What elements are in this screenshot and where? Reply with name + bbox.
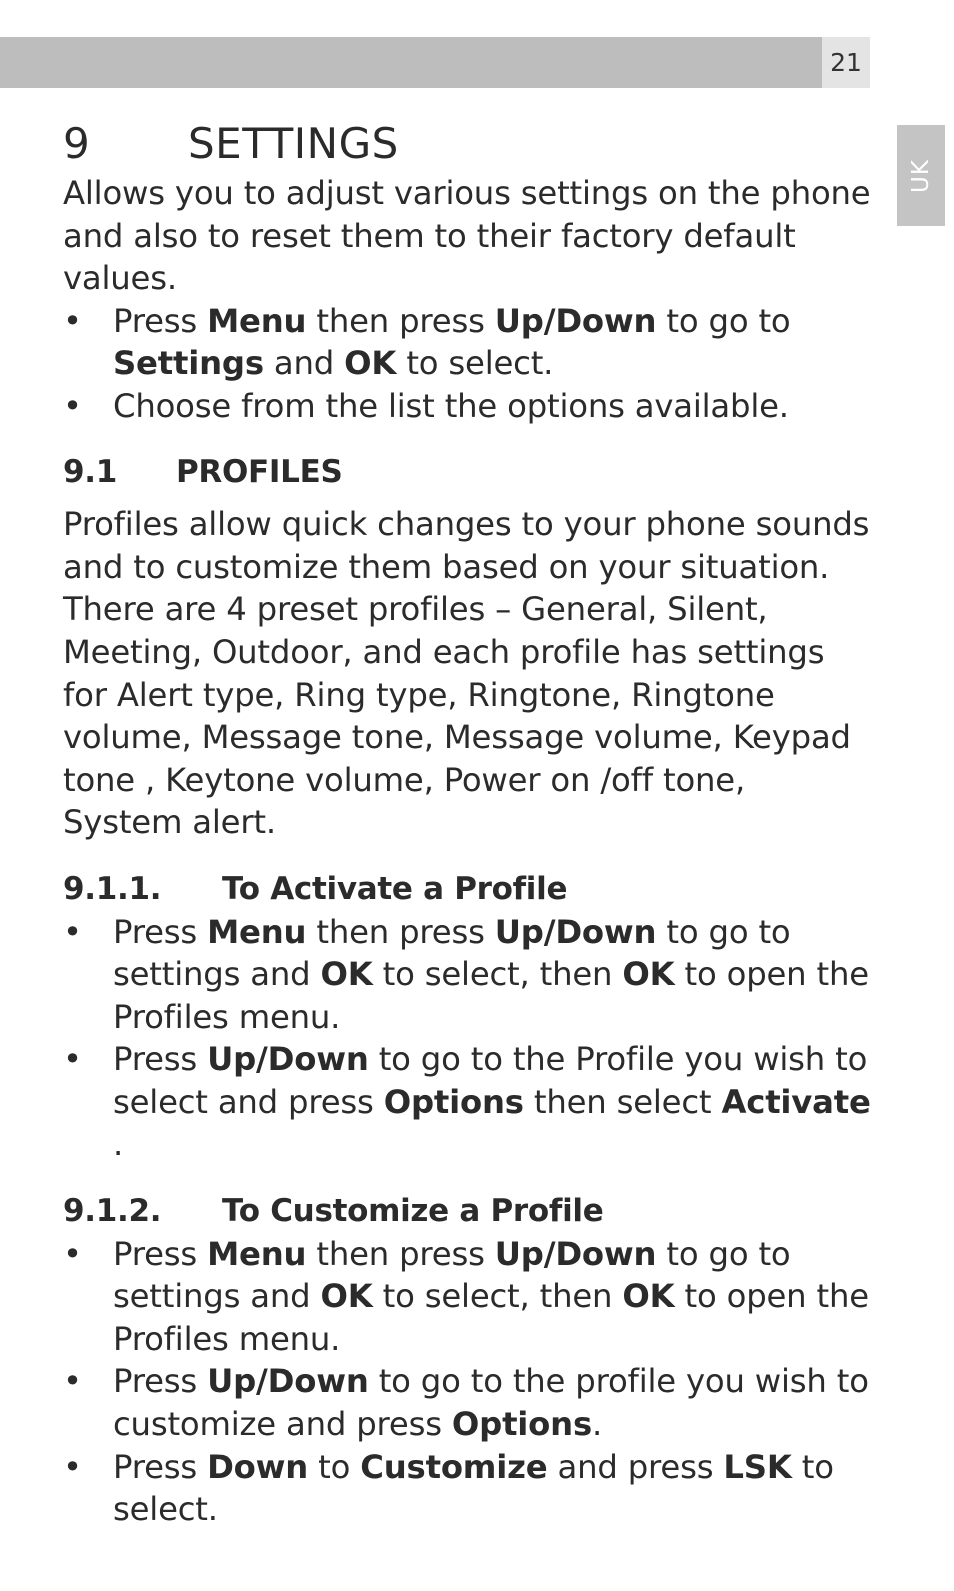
bullet-item: [63, 385, 873, 428]
bold-term: Menu: [207, 301, 307, 340]
subsection-title-text: To Activate a Profile: [222, 870, 568, 907]
text-run: Choose from the list the options available.: [113, 386, 789, 425]
text-run: to: [308, 1447, 361, 1486]
bold-term: LSK: [723, 1447, 792, 1486]
bold-term: OK: [320, 955, 373, 994]
bullet-item: [63, 300, 873, 385]
text-run: to go to the profile you wish to customize and press: [113, 1362, 869, 1444]
text-run: to open the Profiles menu.: [113, 955, 869, 1036]
chapter-intro: Allows you to adjust various settings on the phone and also to reset them to their factory default values.: [63, 174, 871, 298]
page-content: [63, 116, 873, 1531]
chapter-title-text: SETTINGS: [188, 119, 399, 168]
bold-term: Down: [207, 1447, 309, 1486]
text-run: to go to: [656, 301, 791, 340]
bold-term: Options: [451, 1405, 592, 1444]
text-run: then press: [306, 912, 495, 951]
text-run: then press: [306, 1234, 495, 1273]
text-run: to open the Profiles menu.: [113, 1277, 869, 1358]
bold-term: Menu: [207, 912, 307, 951]
bold-term: Up/Down: [494, 301, 657, 340]
section-title-text: PROFILES: [176, 453, 343, 490]
bullet-item: [63, 1038, 873, 1166]
text-run: Press: [113, 1362, 208, 1401]
bold-term: OK: [622, 1277, 675, 1316]
text-run: Press: [113, 1040, 208, 1079]
text-run: Press: [113, 912, 208, 951]
profiles-description: Profiles allow quick changes to your phone sounds and to customize them based on your situation. There are 4 preset profiles – General, Silent, Meeting, Outdoor, and each profile has settings for Alert type, Ring type, Ringtone, Ringtone volume, Message tone, Message volume, Keypad tone , Keytone volume, Power on /off tone, System alert.: [63, 505, 870, 842]
bold-term: Up/Down: [494, 1234, 657, 1273]
bold-term: Activate: [721, 1082, 871, 1121]
text-run: to select.: [113, 1447, 834, 1529]
section-title-profiles: [63, 451, 873, 494]
bold-term: OK: [622, 955, 675, 994]
header-bar: [0, 37, 822, 88]
subsection-number: 9.1.2.: [63, 1193, 162, 1230]
bold-term: Options: [383, 1082, 524, 1121]
language-tab: [897, 125, 945, 226]
bold-term: Menu: [207, 1234, 307, 1273]
page-number: 21: [822, 37, 870, 88]
bullet-item: [63, 911, 873, 1039]
text-run: and press: [547, 1447, 724, 1486]
subsection-title-activate: [63, 868, 873, 911]
bullet-item: [63, 1233, 873, 1361]
bold-term: OK: [344, 344, 397, 383]
chapter-title: [63, 116, 873, 172]
bold-term: Settings: [113, 344, 264, 383]
bold-term: Customize: [360, 1447, 548, 1486]
text-run: then select: [523, 1082, 722, 1121]
text-run: to select.: [396, 344, 554, 383]
text-run: then press: [306, 301, 495, 340]
section-number: 9.1: [63, 453, 118, 490]
bold-term: Up/Down: [494, 912, 657, 951]
text-run: Press: [113, 1447, 208, 1486]
text-run: Press: [113, 1234, 208, 1273]
chapter-number: 9: [63, 119, 91, 168]
chapter-bullet-list: [63, 300, 873, 428]
subsection-title-customize: [63, 1190, 873, 1233]
customize-bullet-list: [63, 1233, 873, 1531]
text-run: to select, then: [372, 955, 623, 994]
text-run: to select, then: [372, 1277, 623, 1316]
subsection-title-text: To Customize a Profile: [222, 1193, 604, 1230]
text-run: .: [591, 1405, 603, 1444]
language-tab-label: UK: [907, 158, 934, 193]
text-run: and: [263, 344, 345, 383]
text-run: Press: [113, 301, 208, 340]
bold-term: OK: [320, 1277, 373, 1316]
text-run: to go to the Profile you wish to select and press: [113, 1040, 868, 1121]
text-run: to go to settings and: [113, 1234, 791, 1316]
bold-term: Up/Down: [207, 1040, 369, 1079]
bold-term: Up/Down: [207, 1362, 369, 1401]
activate-bullet-list: [63, 911, 873, 1167]
bullet-item: [63, 1446, 873, 1531]
text-run: to go to settings and: [113, 912, 791, 994]
bullet-item: [63, 1360, 873, 1445]
subsection-number: 9.1.1.: [63, 870, 162, 907]
text-run: .: [113, 1125, 124, 1164]
